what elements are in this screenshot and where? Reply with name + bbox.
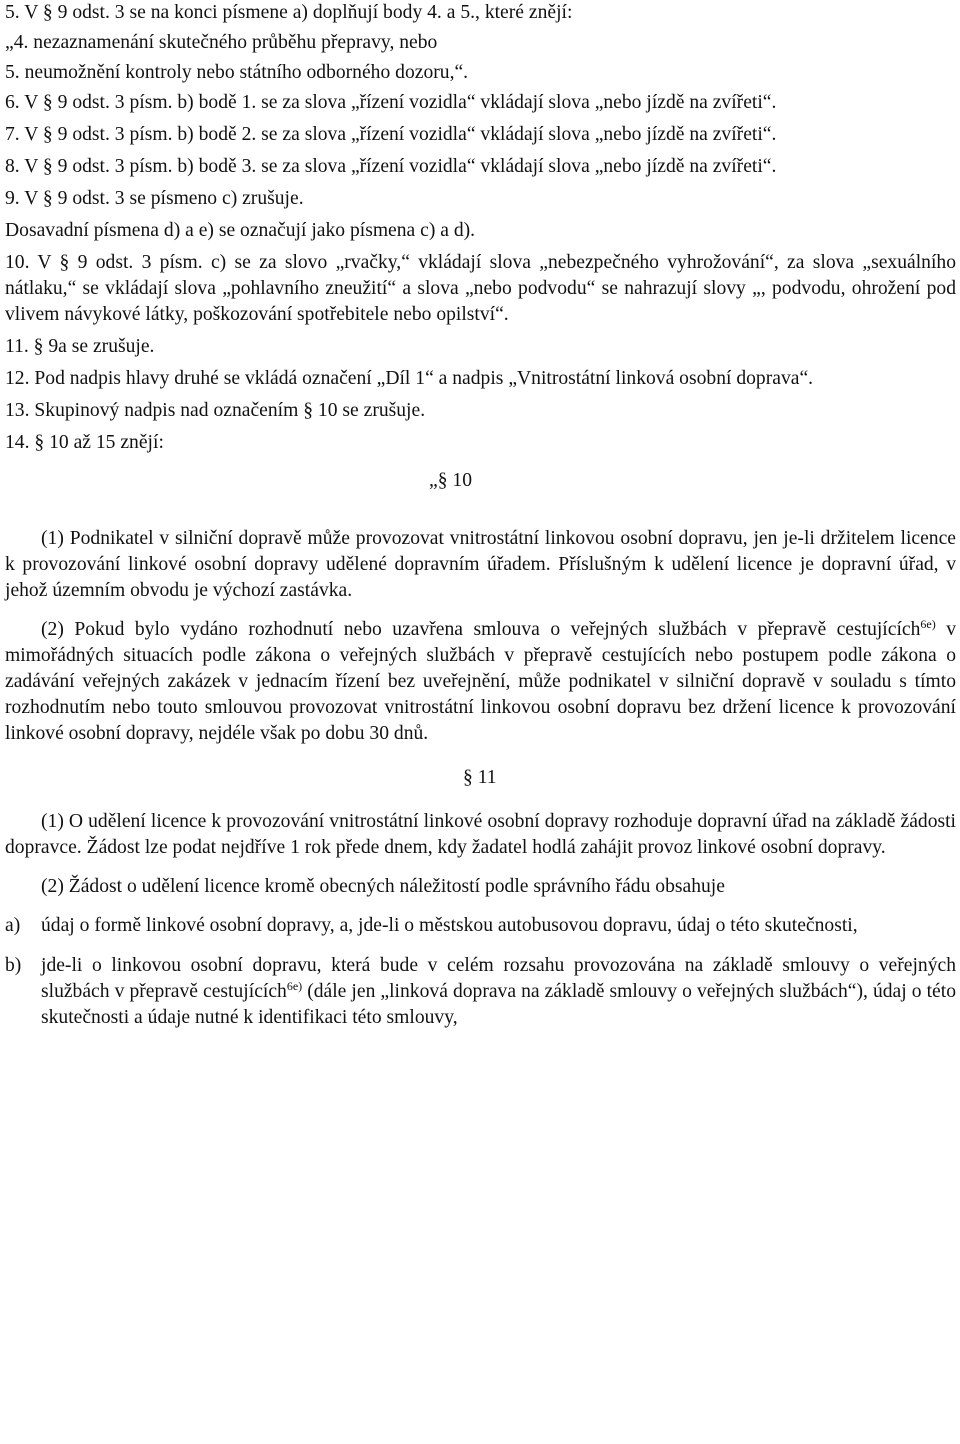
amendment-item: 13. Skupinový nadpis nad označením § 10 se zrušuje. (5, 400, 426, 421)
amendment-item: 10. V § 9 odst. 3 písm. c) se za slovo „rvačky,“ vkládají slova „nebezpečného vyhrožování“, za slova „sexuálního nátlaku,“ se vkládají slova „pohlavního zneužití“ a slova „nebo podvodu“ se nahrazují slovy „, podvodu, ohrožení pod vlivem návykové látky, poškozování spotřebitele nebo opilství“. (5, 252, 956, 325)
amendment-item: 11. § 9a se zrušuje. (5, 336, 155, 357)
amendment-item: 8. V § 9 odst. 3 písm. b) bodě 3. se za slova „řízení vozidla“ vkládají slova „nebo jízdě na zvířeti“. (5, 156, 777, 177)
list-item-letter: a) (5, 915, 21, 936)
amendment-item: 6. V § 9 odst. 3 písm. b) bodě 1. se za slova „řízení vozidla“ vkládají slova „nebo jízdě na zvířeti“. (5, 92, 777, 113)
amendment-item: 7. V § 9 odst. 3 písm. b) bodě 2. se za slova „řízení vozidla“ vkládají slova „nebo jízdě na zvířeti“. (5, 124, 777, 145)
amendment-item: 14. § 10 až 15 znějí: (5, 432, 164, 453)
amendment-item: „4. nezaznamenání skutečného průběhu přepravy, nebo (5, 32, 438, 53)
section-11-heading: § 11 (463, 767, 497, 788)
amendment-item: 5. neumožnění kontroly nebo státního odborného dozoru,“. (5, 62, 469, 83)
amendment-item: Dosavadní písmena d) a e) se označují jako písmena c) a d). (5, 220, 476, 241)
list-item-letter: b) (5, 955, 22, 976)
list-item-text-part: jde-li o linkovou osobní dopravu, která bude v celém rozsahu provozována na základě smlouvy o veřejných službách v přepravě cestujících (41, 955, 956, 1002)
list-item-text-part: (dále jen „linková doprava na základě smlouvy o veřejných službách“), údaj o této skutečnosti a údaje nutné k identifikaci této smlouvy, (41, 981, 956, 1028)
list-item-text (41, 953, 956, 1031)
paragraph-text: (2) Pokud bylo vydáno rozhodnutí nebo uzavřena smlouva o veřejných službách v přepravě cestujících (41, 619, 921, 640)
list-item (5, 913, 956, 939)
amendment-list (5, 0, 956, 456)
section-11-paragraph-2: (2) Žádost o udělení licence kromě obecných náležitostí podle správního řádu obsahuje (41, 876, 725, 897)
section-10-heading: „§ 10 (429, 470, 472, 491)
section-10-paragraph-1: (1) Podnikatel v silniční dopravě může provozovat vnitrostátní linkovou osobní dopravu, jen je-li držitelem licence k provozování linkové osobní dopravy udělené dopravním úřadem. Příslušným k udělení licence je dopravní úřad, v jehož územním obvodu je výchozí zastávka. (5, 528, 956, 601)
section-10-paragraph-2 (5, 617, 956, 747)
footnote-ref: 6e) (286, 979, 303, 993)
list-item (5, 953, 956, 1031)
list-item-text: údaj o formě linkové osobní dopravy, a, jde-li o městskou autobusovou dopravu, údaj o této skutečnosti, (41, 915, 858, 936)
footnote-ref: 6e) (920, 617, 936, 631)
amendment-item: 5. V § 9 odst. 3 se na konci písmene a) doplňují body 4. a 5., které znějí: (5, 2, 573, 23)
paragraph-text: v mimořádných situacích podle zákona o veřejných službách v přepravě cestujících nebo postupem podle zákona o zadávání veřejných zakázek v jednacím řízení bez uveřejnění, může podnikatel v silniční dopravě v souladu s tímto rozhodnutím nebo touto smlouvou provozovat vnitrostátní linkovou osobní dopravu bez držení licence k provozování linkové osobní dopravy, nejdéle však po dobu 30 dnů. (5, 619, 956, 744)
section-11-paragraph-1: (1) O udělení licence k provozování vnitrostátní linkové osobní dopravy rozhoduje dopravní úřad na základě žádosti dopravce. Žádost lze podat nejdříve 1 rok přede dnem, kdy žadatel hodlá zahájit provoz linkové osobní dopravy. (5, 811, 956, 858)
amendment-item: 9. V § 9 odst. 3 se písmeno c) zrušuje. (5, 188, 304, 209)
amendment-item: 12. Pod nadpis hlavy druhé se vkládá označení „Díl 1“ a nadpis „Vnitrostátní linková osobní doprava“. (5, 368, 814, 389)
